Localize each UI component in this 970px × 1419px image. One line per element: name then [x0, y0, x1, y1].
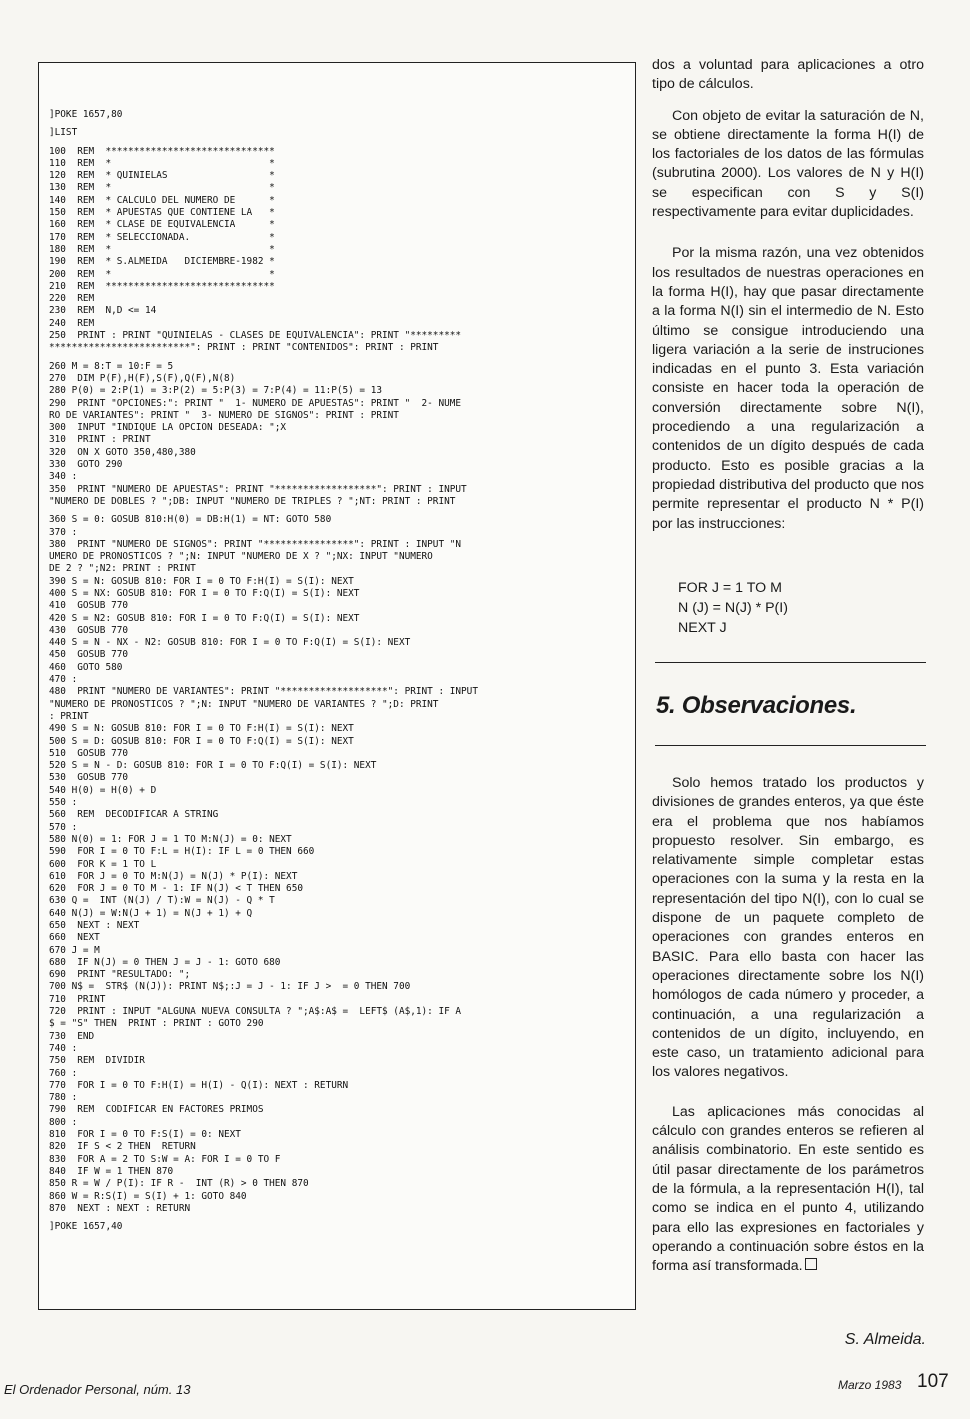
code-line: 230 REM N,D <= 14 [49, 305, 157, 317]
code-line: 560 REM DECODIFICAR A STRING [49, 809, 219, 821]
code-line: 790 REM CODIFICAR EN FACTORES PRIMOS [49, 1104, 264, 1116]
code-line: 390 S = N: GOSUB 810: FOR I = 0 TO F:H(I) = S(I): NEXT [49, 575, 354, 587]
code-line: 540 H(0) = H(0) + D [49, 784, 157, 796]
author-signature: S. Almeida. [844, 1331, 926, 1348]
code-line: 330 GOTO 290 [49, 459, 123, 471]
code-line: 820 IF S < 2 THEN RETURN [49, 1141, 196, 1153]
code-line: 190 REM * S.ALMEIDA DICIEMBRE-1982 * [49, 256, 275, 268]
code-line: 510 GOSUB 770 [49, 747, 129, 759]
code-line: 200 REM * * [49, 268, 275, 280]
code-line: 100 REM ****************************** [49, 145, 275, 157]
paragraph-saturation: Con objeto de evitar la saturación de N, se obtiene directamente la forma H(I) de los factoriales de los datos de las fórmulas (subrutina 2000). Los valores de N y H(I) se especifican con S y S(I) respectivamente para evitar duplicidades. [652, 107, 924, 221]
code-line: 780 : [49, 1092, 78, 1104]
code-line: 460 GOTO 580 [49, 661, 123, 673]
code-line: 550 : [49, 797, 78, 809]
code-line: 120 REM * QUINIELAS * [49, 170, 275, 182]
code-line: 610 FOR J = 0 TO M:N(J) = N(J) * P(I): NEXT [49, 870, 298, 882]
code-line: 590 FOR I = 0 TO F:L = H(I): IF L = 0 THEN 660 [49, 846, 315, 858]
code-line: 360 S = 0: GOSUB 810:H(0) = DB:H(1) = NT: GOTO 580 [49, 514, 332, 526]
code-line: "NUMERO DE PRONOSTICOS ? ";N: INPUT "NUMERO DE VARIANTES ? ";D: PRINT [49, 698, 439, 710]
code-line: 210 REM ****************************** [49, 280, 275, 292]
code-line: 850 R = W / P(I): IF R - INT (R) > 0 THEN 870 [49, 1178, 309, 1190]
page-number: 107 [917, 1371, 949, 1392]
code-line: 380 PRINT "NUMERO DE SIGNOS": PRINT "****************": PRINT : INPUT "N [49, 538, 462, 550]
paragraph-observaciones: Solo hemos tratado los productos y divisiones de grandes enteros, ya que éste era el problema que nos habíamos propuesto resolver. Sin embargo, es relativamente simple completar estas operaciones con la suma y la resta en la representación del tipo N(I), con lo cual se dispone de un paquete completo de operaciones con grandes enteros en BASIC. Para ello basta con hacer las operaciones directamente sobre los N(I) homólogos de cada número y proceder, a continuación, a una regularización a contenidos de un dígito, incluyendo, en este caso, un tratamiento adicional para los valores negativos. [652, 775, 924, 1081]
paragraph-continuation: dos a voluntad para aplicaciones a otro tipo de cálculos. [652, 57, 924, 93]
code-line: 710 PRINT [49, 993, 106, 1005]
code-line: 440 S = N - NX - N2: GOSUB 810: FOR I = 0 TO F:Q(I) = S(I): NEXT [49, 637, 411, 649]
code-line: 750 REM DIVIDIR [49, 1055, 145, 1067]
code-line: 520 S = N - D: GOSUB 810: FOR I = 0 TO F:Q(I) = S(I): NEXT [49, 760, 377, 772]
code-line: 490 S = N: GOSUB 810: FOR I = 0 TO F:H(I) = S(I): NEXT [49, 723, 354, 735]
code-line: 730 END [49, 1030, 95, 1042]
section-rule-bottom [655, 745, 926, 746]
code-line: 580 N(0) = 1: FOR J = 1 TO M:N(J) = 0: NEXT [49, 833, 292, 845]
code-line: 260 M = 8:T = 10:F = 5 [49, 360, 174, 372]
code-line: 180 REM * * [49, 243, 275, 255]
formula-line: FOR J = 1 TO M [678, 580, 782, 596]
end-mark-icon [805, 1258, 817, 1270]
code-line: 280 P(0) = 2:P(1) = 3:P(2) = 5:P(3) = 7:P(4) = 11:P(5) = 13 [49, 385, 383, 397]
code-line: 810 FOR I = 0 TO F:S(I) = 0: NEXT [49, 1129, 241, 1141]
code-line: 110 REM * * [49, 157, 275, 169]
code-line: 140 REM * CALCULO DEL NUMERO DE * [49, 194, 275, 206]
code-line: $ = "S" THEN PRINT : PRINT : GOTO 290 [49, 1018, 264, 1030]
basic-listing-box [38, 62, 636, 1310]
basic-program-listing [49, 109, 627, 1233]
paragraph-same-reason: Por la misma razón, una vez obtenidos los resultados de nuestras operaciones en la forma H(I), hay que pasar directamente a la forma N(I) sin el intermedio de N. Esto último se consigue introduciendo una ligera variación a la serie de instruciones indicadas en el punto 3. Esta variación consiste en hacer toda la operación de conversión directamente sobre N(I), procediendo a una regularización a contenidos de un dígito después de cada producto. Esto es posible gracias a la propiedad distributiva del producto que nos permite representar el producto N * P(I) por las instrucciones: [652, 245, 924, 532]
text-column-bottom [652, 774, 924, 1288]
code-line: ]LIST [49, 127, 78, 139]
code-line: DE 2 ? ";N2: PRINT : PRINT [49, 563, 196, 575]
footer-magazine: El Ordenador Personal, núm. 13 [4, 1382, 191, 1397]
code-line: 870 NEXT : NEXT : RETURN [49, 1202, 191, 1214]
code-line: 620 FOR J = 0 TO M - 1: IF N(J) < T THEN 650 [49, 883, 303, 895]
code-line: 430 GOSUB 770 [49, 624, 129, 636]
code-line: RO DE VARIANTES": PRINT " 3- NUMERO DE SIGNOS": PRINT : PRINT [49, 409, 399, 421]
code-line: 700 N$ = STR$ (N(J)): PRINT N$;:J = J - 1: IF J > = 0 THEN 700 [49, 981, 411, 993]
code-line: 150 REM * APUESTAS QUE CONTIENE LA * [49, 207, 275, 219]
footer-date: Marzo 1983 [838, 1378, 902, 1392]
code-line: 450 GOSUB 770 [49, 649, 129, 661]
code-line: 570 : [49, 821, 78, 833]
formula-block [678, 578, 788, 638]
code-line: 770 FOR I = 0 TO F:H(I) = H(I) - Q(I): NEXT : RETURN [49, 1079, 349, 1091]
code-line: 290 PRINT "OPCIONES:": PRINT " 1- NUMERO DE APUESTAS": PRINT " 2- NUME [49, 397, 462, 409]
code-line: 320 ON X GOTO 350,480,380 [49, 446, 196, 458]
code-line: 740 : [49, 1042, 78, 1054]
paragraph-applications [652, 1103, 924, 1277]
code-line: 830 FOR A = 2 TO S:W = A: FOR I = 0 TO F [49, 1153, 281, 1165]
code-line: 470 : [49, 674, 78, 686]
code-line: ]POKE 1657,40 [49, 1221, 123, 1233]
code-line: 760 : [49, 1067, 78, 1079]
code-line: 240 REM [49, 317, 95, 329]
code-line: 800 : [49, 1116, 78, 1128]
code-line: 340 : [49, 471, 78, 483]
paragraph-applications-text: Las aplicaciones más conocidas al cálculo con grandes enteros se refieren al análisis combinatorio. En este sentido es útil pasar directamente de los parámetros de la fórmula, a la representación H(I), tal como se indica en el punto 4, utilizando para ello las expresiones en factoriales y operando a continuación sobre éstos en la forma así transformada. [652, 1103, 924, 1275]
code-line: 600 FOR K = 1 TO L [49, 858, 157, 870]
code-line: ]POKE 1657,80 [49, 109, 123, 120]
code-line: 160 REM * CLASE DE EQUIVALENCIA * [49, 219, 275, 231]
code-line: 530 GOSUB 770 [49, 772, 129, 784]
code-line: 170 REM * SELECCIONADA. * [49, 231, 275, 243]
code-line: UMERO DE PRONOSTICOS ? ";N: INPUT "NUMERO DE X ? ";NX: INPUT "NUMERO [49, 551, 433, 563]
code-line: 720 PRINT : INPUT "ALGUNA NUEVA CONSULTA ? ";A$:A$ = LEFT$ (A$,1): IF A [49, 1006, 462, 1018]
code-line: 350 PRINT "NUMERO DE APUESTAS": PRINT "******************": PRINT : INPUT [49, 483, 467, 495]
code-line: "NUMERO DE DOBLES ? ";DB: INPUT "NUMERO DE TRIPLES ? ";NT: PRINT : PRINT [49, 495, 456, 507]
code-line: 300 INPUT "INDIQUE LA OPCION DESEADA: ";X [49, 422, 287, 434]
code-line: *************************": PRINT : PRINT "CONTENIDOS": PRINT : PRINT [49, 342, 439, 354]
formula-line: NEXT J [678, 620, 727, 636]
code-line: 840 IF W = 1 THEN 870 [49, 1165, 174, 1177]
code-line: 410 GOSUB 770 [49, 600, 129, 612]
code-line: 420 S = N2: GOSUB 810: FOR I = 0 TO F:Q(I) = S(I): NEXT [49, 612, 360, 624]
code-line: 310 PRINT : PRINT [49, 434, 151, 446]
code-line: 670 J = M [49, 944, 100, 956]
code-line: 220 REM [49, 293, 95, 305]
text-column-top [652, 56, 924, 546]
code-line: 860 W = R:S(I) = S(I) + 1: GOTO 840 [49, 1190, 247, 1202]
code-line: : PRINT [49, 710, 89, 722]
code-line: 690 PRINT "RESULTADO: "; [49, 969, 191, 981]
code-line: 630 Q = INT (N(J) / T):W = N(J) - Q * T [49, 895, 275, 907]
code-line: 650 NEXT : NEXT [49, 920, 140, 931]
code-line: 250 PRINT : PRINT "QUINIELAS - CLASES DE EQUIVALENCIA": PRINT "********* [49, 330, 462, 342]
code-line: 660 NEXT [49, 932, 100, 944]
code-line: 680 IF N(J) = 0 THEN J = J - 1: GOTO 680 [49, 956, 281, 968]
section-heading: 5. Observaciones. [656, 692, 857, 719]
code-line: 400 S = NX: GOSUB 810: FOR I = 0 TO F:Q(I) = S(I): NEXT [49, 587, 360, 599]
section-rule-top [655, 662, 926, 663]
code-line: 640 N(J) = W:N(J + 1) = N(J + 1) + Q [49, 907, 253, 919]
code-line: 130 REM * * [49, 182, 275, 194]
code-line: 370 : [49, 526, 78, 538]
code-line: 500 S = D: GOSUB 810: FOR I = 0 TO F:Q(I) = S(I): NEXT [49, 735, 354, 747]
code-line: 480 PRINT "NUMERO DE VARIANTES": PRINT "*******************": PRINT : INPUT [49, 686, 478, 698]
code-line: 270 DIM P(F),H(F),S(F),Q(F),N(8) [49, 372, 236, 384]
formula-line: N (J) = N(J) * P(I) [678, 600, 788, 616]
